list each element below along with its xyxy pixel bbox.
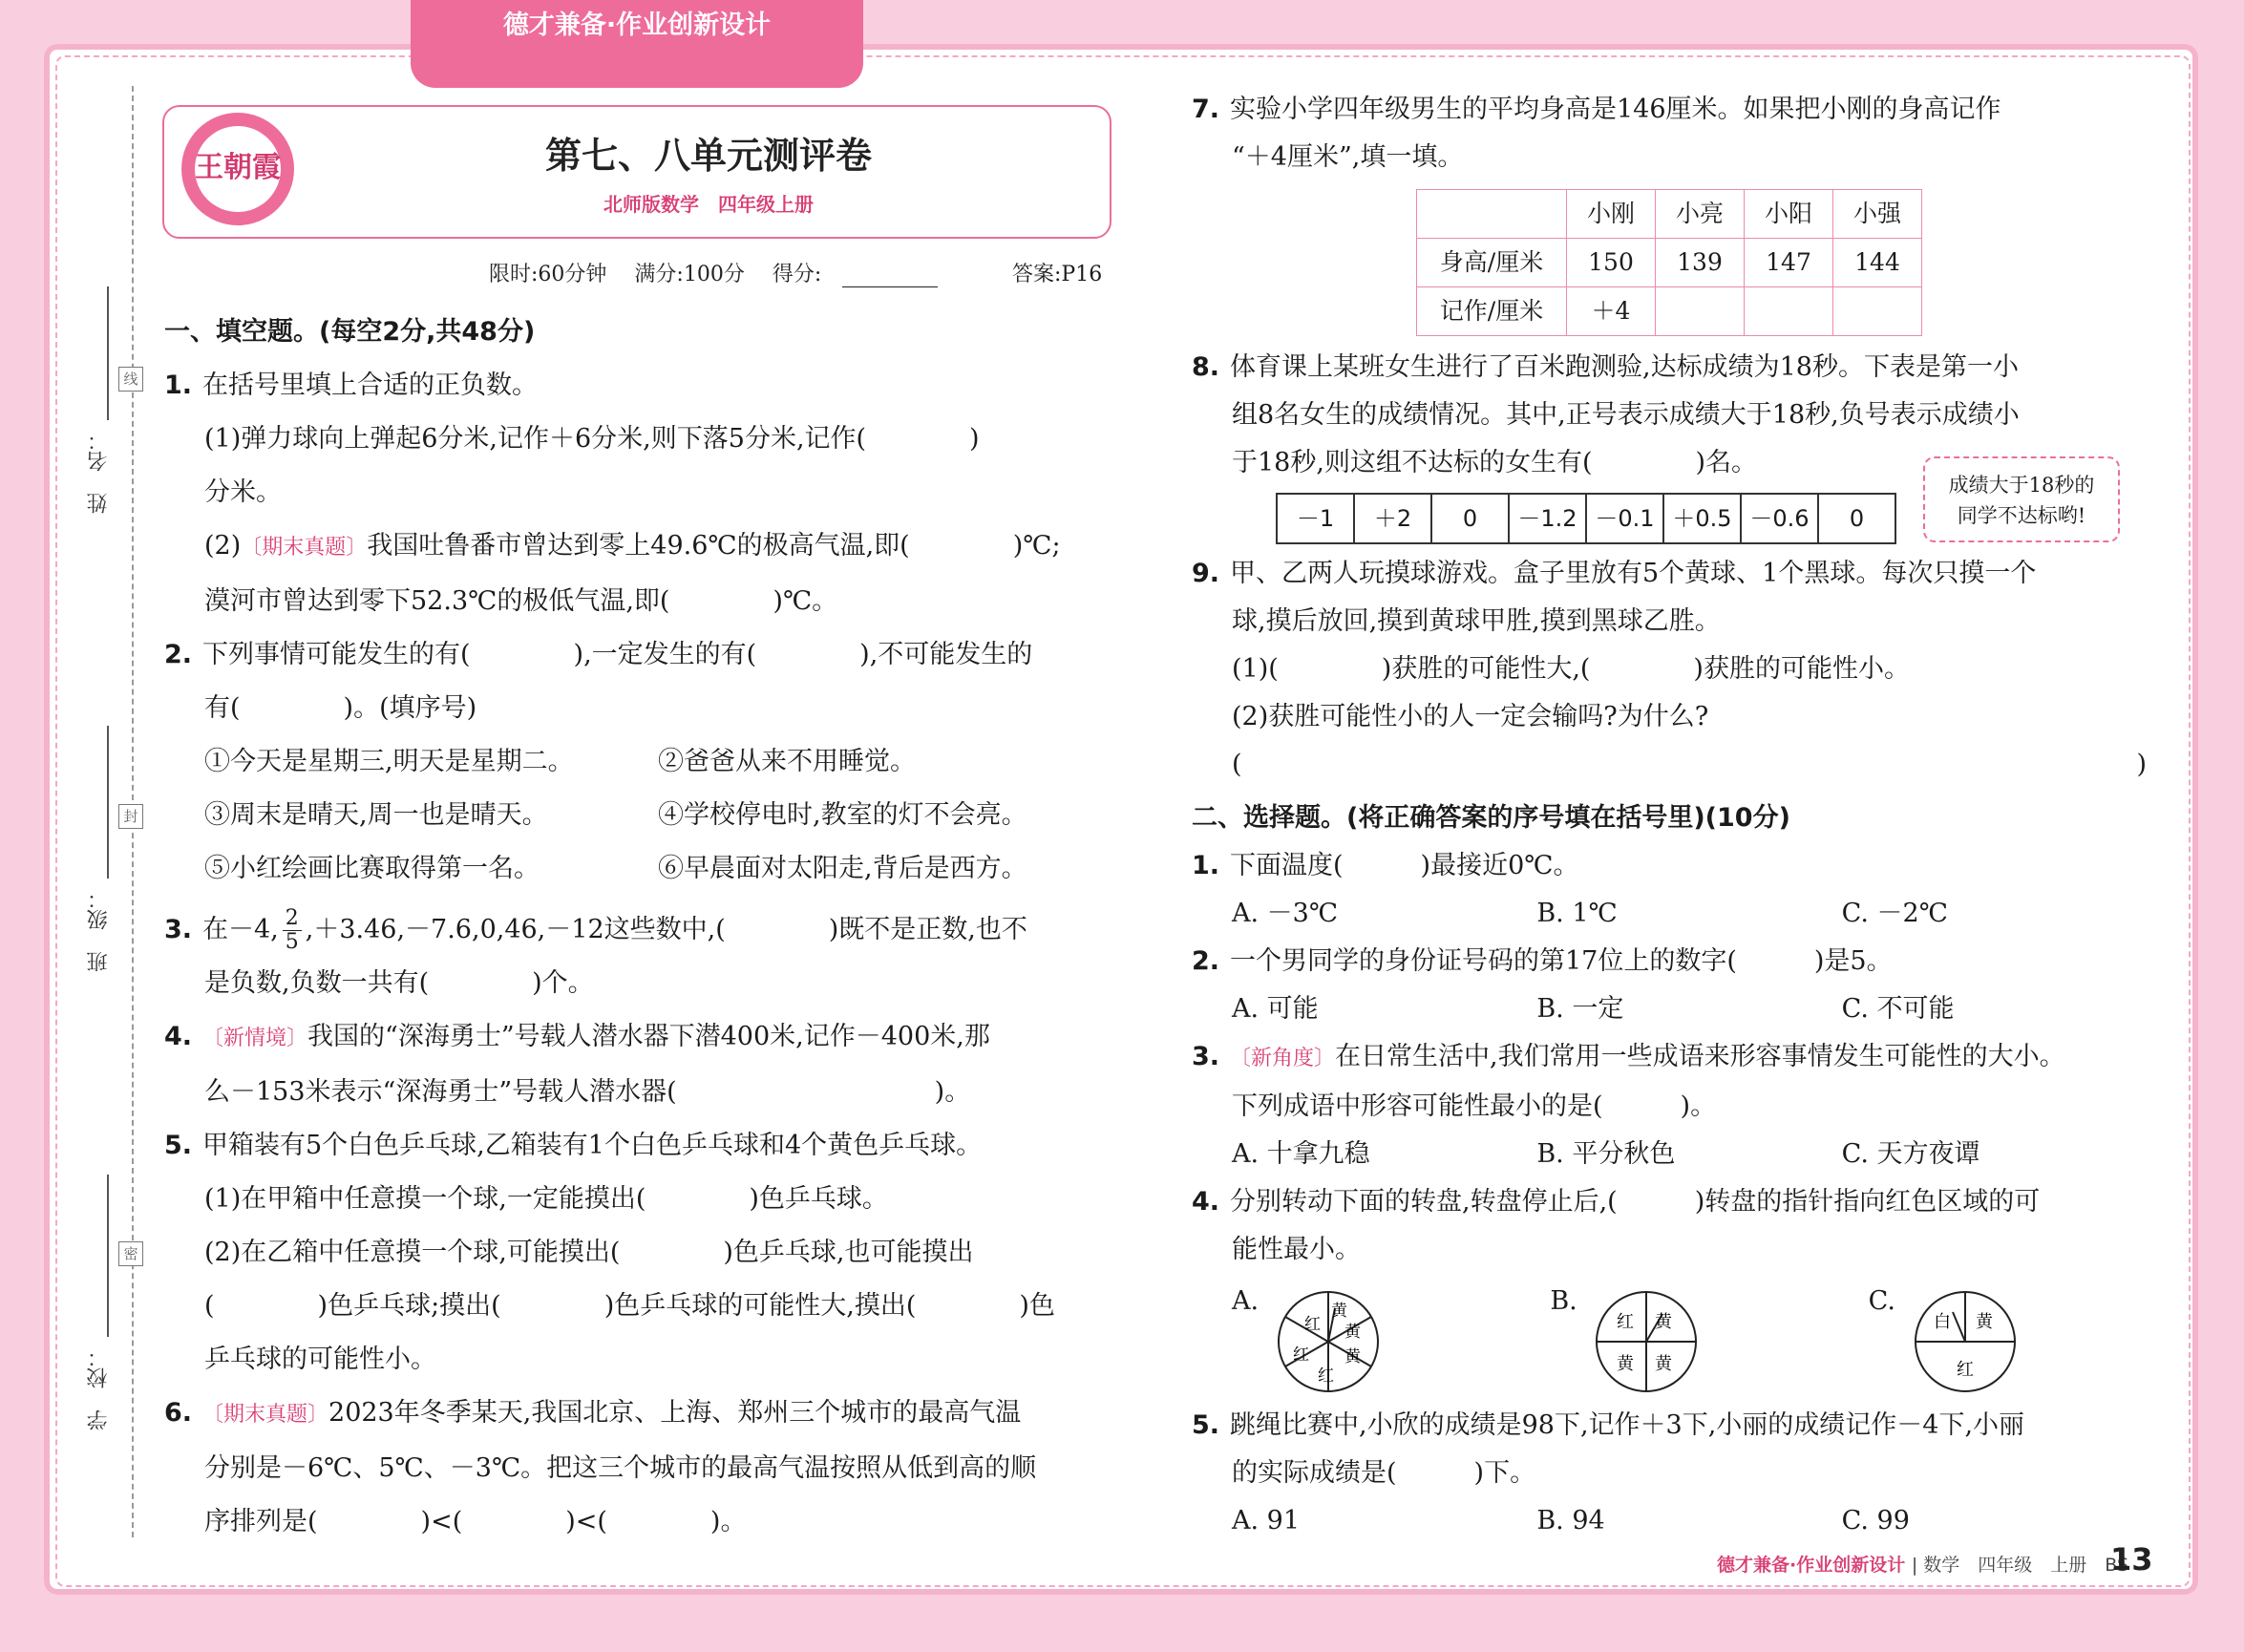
table-answer-cell[interactable] [1656, 287, 1745, 336]
bracket-open: ( [1232, 750, 1242, 779]
school-blank [107, 1175, 109, 1337]
question-stem-cont: 下列成语中形容可能性最小的是( )。 [1232, 1091, 1717, 1121]
question-1-part-1a: (1)弹力球向上弹起6分米,记作＋6分米,则下落5分米,记作( ) [204, 424, 980, 454]
choice-2 [1192, 938, 2147, 1033]
table-header: 小亮 [1656, 190, 1745, 239]
option-a[interactable]: A. －3℃ [1232, 899, 1339, 928]
spinner-option-b[interactable] [1510, 1278, 1828, 1402]
footer-info: | 数学 四年级 上册 BS [1911, 1555, 2129, 1576]
new-context-tag: 〔新情境〕 [202, 1027, 308, 1050]
score-cell: －0.1 [1586, 494, 1663, 543]
question-stem-cont: 能性最小。 [1232, 1235, 1361, 1264]
score-cell: 0 [1818, 494, 1895, 543]
spinner-b-icon [1594, 1289, 1699, 1394]
page-number: 13 [2110, 1541, 2153, 1578]
option-a[interactable]: A. 91 [1232, 1506, 1301, 1536]
question-7 [1192, 86, 2147, 336]
option-b[interactable]: B. 1℃ [1536, 899, 1618, 928]
question-number: 1. [1192, 851, 1220, 880]
question-stem: 分别转动下面的转盘,转盘停止后,( )转盘的指针指向红色区域的可 [1230, 1187, 2041, 1217]
question-number: 1. [164, 371, 193, 400]
name-label: 姓 名： [87, 430, 111, 514]
question-3 [164, 903, 1111, 1010]
question-9-part-2: (2)获胜可能性小的人一定会输吗?为什么? [1232, 702, 1709, 731]
option-b[interactable]: B. 一定 [1536, 994, 1624, 1024]
question-1-part-1b: 分米。 [204, 477, 282, 507]
question-stem-cont: “＋4厘米”,填一填。 [1232, 142, 1464, 172]
question-number: 2. [164, 640, 193, 669]
option-label: B. [1550, 1286, 1577, 1316]
sector-label: 黄 [1331, 1302, 1347, 1321]
question-stem: 2023年冬季某天,我国北京、上海、郑州三个城市的最高气温 [328, 1398, 1022, 1428]
question-stem-cont: 于18秒,则这组不达标的女生有( )名。 [1232, 448, 1758, 477]
question-number: 9. [1192, 559, 1220, 588]
hint-text: 成绩大于18秒的 [1948, 474, 2095, 497]
sector-label: 红 [1318, 1366, 1334, 1386]
spinner-options [1192, 1278, 2147, 1402]
score-cell: －0.6 [1741, 494, 1818, 543]
question-stem-cont: 的实际成绩是( )下。 [1232, 1458, 1536, 1488]
sector-label: 黄 [1344, 1323, 1361, 1342]
option-c[interactable]: C. 天方夜谭 [1841, 1139, 1980, 1169]
question-number: 5. [1192, 1410, 1220, 1440]
question-5-part-2b: ( )色乒乓球;摸出( )色乒乓球的可能性大,摸出( )色 [204, 1291, 1055, 1321]
question-stem-cont: 有( )。(填序号) [204, 693, 477, 723]
question-stem: 体育课上某班女生进行了百米跑测验,达标成绩为18秒。下表是第一小 [1230, 352, 2019, 382]
question-4 [164, 1010, 1111, 1119]
question-6 [164, 1387, 1111, 1549]
event-item: ④学校停电时,教室的灯不会亮。 [658, 800, 1027, 830]
answer-bracket-line[interactable] [1192, 741, 2147, 789]
question-stem-cont: 组8名女生的成绩情况。其中,正号表示成绩大于18秒,负号表示成绩小 [1232, 400, 2020, 430]
question-stem: 甲箱装有5个白色乒乓球,乙箱装有1个白色乒乓球和4个黄色乒乓球。 [202, 1131, 983, 1160]
table-cell: 139 [1656, 239, 1745, 287]
option-a[interactable]: A. 可能 [1232, 994, 1319, 1024]
section-fill-blank-title: 一、填空题。(每空2分,共48分) [164, 317, 536, 347]
score-table [1276, 493, 1896, 544]
choice-4 [1192, 1178, 2147, 1402]
option-b[interactable]: B. 94 [1536, 1506, 1605, 1536]
table-row-label: 记作/厘米 [1417, 287, 1567, 336]
table-header: 小刚 [1567, 190, 1656, 239]
score-blank[interactable] [842, 265, 938, 287]
option-a[interactable]: A. 十拿九稳 [1232, 1139, 1370, 1169]
question-stem-post: ,＋3.46,－7.6,0,46,－12这些数中,( )既不是正数,也不 [305, 915, 1027, 944]
question-5-part-2a: (2)在乙箱中任意摸一个球,可能摸出( )色乒乓球,也可能摸出 [204, 1238, 974, 1267]
table-header: 小强 [1833, 190, 1922, 239]
question-number: 3. [164, 915, 193, 944]
question-stem-pre: 在－4, [202, 915, 279, 944]
score-cell: ＋0.5 [1663, 494, 1741, 543]
exam-tag: 〔期末真题〕 [241, 536, 368, 560]
table-answer-cell[interactable] [1745, 287, 1833, 336]
sector-label: 红 [1304, 1315, 1321, 1334]
score-cell: －1 [1277, 494, 1354, 543]
sector-label: 黄 [1655, 1354, 1673, 1374]
question-1-part-2a: 我国吐鲁番市曾达到零上49.6℃的极高气温,即( )℃; [367, 531, 1061, 561]
table-cell: 144 [1833, 239, 1922, 287]
option-b[interactable]: B. 平分秋色 [1536, 1139, 1676, 1169]
top-series-tab [411, 0, 863, 88]
sector-label: 红 [1617, 1312, 1635, 1332]
fraction-denominator: 5 [285, 930, 299, 954]
brand-logo [181, 113, 296, 227]
hint-text: 同学不达标哟! [1957, 504, 2086, 527]
name-blank [107, 286, 109, 420]
question-stem: 一个男同学的身份证号码的第17位上的数字( )是5。 [1230, 946, 1893, 976]
question-stem: 甲、乙两人玩摸球游戏。盒子里放有5个黄球、1个黑球。每次只摸一个 [1230, 559, 2037, 588]
question-number: 4. [1192, 1187, 1220, 1217]
bracket-close: ) [2136, 750, 2147, 779]
question-number: 3. [1192, 1042, 1220, 1071]
question-stem: 在日常生活中,我们常用一些成语来形容事情发生可能性的大小。 [1335, 1042, 2065, 1071]
table-cell: ＋4 [1567, 287, 1656, 336]
class-label: 班 级： [87, 888, 111, 972]
section-choice-title: 二、选择题。(将正确答案的序号填在括号里)(10分) [1192, 803, 1790, 833]
exam-tag: 〔期末真题〕 [202, 1403, 329, 1427]
class-blank [107, 726, 109, 879]
school-label: 学 校： [87, 1346, 111, 1430]
height-table [1416, 189, 1922, 336]
left-column [164, 306, 1111, 1549]
table-answer-cell[interactable] [1833, 287, 1922, 336]
question-number: 7. [1192, 95, 1220, 124]
option-label: A. [1232, 1286, 1260, 1316]
answer-reference: 答案:P16 [1012, 263, 1103, 286]
sector-label: 黄 [1617, 1354, 1635, 1374]
score-cell: －1.2 [1509, 494, 1586, 543]
spinner-a-icon [1276, 1289, 1381, 1394]
event-item: ②爸爸从来不用睡觉。 [658, 747, 916, 776]
score-label: 得分: [772, 263, 822, 286]
footer-series [1717, 1551, 2128, 1577]
binding-mark-seal: 封 [118, 804, 143, 829]
question-stem: 在括号里填上合适的正负数。 [202, 371, 538, 400]
question-stem-cont: 分别是－6℃、5℃、－3℃。把这三个城市的最高气温按照从低到高的顺 [204, 1453, 1037, 1483]
event-item: ③周末是晴天,周一也是晴天。 [204, 800, 548, 830]
question-1 [164, 359, 1111, 628]
question-stem: 跳绳比赛中,小欣的成绩是98下,记作＋3下,小丽的成绩记作－4下,小丽 [1230, 1410, 2025, 1440]
top-series-text: 德才兼备·作业创新设计 [502, 11, 772, 40]
table-header: 小阳 [1745, 190, 1833, 239]
logo-text: 王朝霞 [195, 126, 281, 212]
question-5-part-1: (1)在甲箱中任意摸一个球,一定能摸出( )色乒乓球。 [204, 1184, 888, 1214]
question-stem: 下列事情可能发生的有( ),一定发生的有( ),不可能发生的 [202, 640, 1033, 669]
fraction-numerator: 2 [283, 907, 302, 931]
question-number: 6. [164, 1398, 193, 1428]
option-label: C. [1868, 1286, 1895, 1316]
question-1-part-2-prefix: (2) [204, 531, 242, 561]
sector-label: 黄 [1344, 1347, 1361, 1366]
question-stem-cont: 是负数,负数一共有( )个。 [204, 968, 594, 998]
spinner-option-a[interactable] [1192, 1278, 1510, 1402]
option-c[interactable]: C. 99 [1841, 1506, 1910, 1536]
choice-3 [1192, 1033, 2147, 1178]
hint-note [1923, 456, 2120, 542]
question-stem-cont: 球,摸后放回,摸到黄球甲胜,摸到黑球乙胜。 [1232, 606, 1721, 636]
question-number: 2. [1192, 946, 1220, 976]
binding-mark-line: 线 [118, 367, 143, 392]
new-angle-tag: 〔新角度〕 [1230, 1047, 1336, 1070]
score-cell: ＋2 [1354, 494, 1431, 543]
score-cell: 0 [1431, 494, 1509, 543]
choice-5 [1192, 1402, 2147, 1545]
option-c[interactable]: C. 不可能 [1841, 994, 1955, 1024]
event-item: ⑤小红绘画比赛取得第一名。 [204, 854, 540, 883]
question-stem: 下面温度( )最接近0℃。 [1230, 851, 1579, 880]
exam-title: 第七、八单元测评卷 [544, 135, 872, 177]
question-number: 8. [1192, 352, 1220, 382]
question-9 [1192, 550, 2147, 789]
right-column [1192, 86, 2147, 1545]
question-stem: 实验小学四年级男生的平均身高是146厘米。如果把小刚的身高记作 [1230, 95, 2001, 124]
binding-mark-secret: 密 [118, 1241, 143, 1266]
question-5-part-2c: 乒乓球的可能性小。 [204, 1345, 436, 1374]
event-item: ⑥早晨面对太阳走,背后是西方。 [658, 854, 1027, 883]
time-limit: 限时:60分钟 [489, 263, 607, 286]
exam-header [162, 105, 1111, 239]
exam-meta [489, 258, 959, 287]
question-number: 5. [164, 1131, 193, 1160]
question-stem-cont: 么－153米表示“深海勇士”号载人潜水器( )。 [204, 1077, 971, 1107]
sector-label: 红 [1956, 1360, 1974, 1380]
full-score: 满分:100分 [634, 263, 745, 286]
spinner-c-icon [1913, 1289, 2018, 1394]
choice-1 [1192, 842, 2147, 938]
question-stem-cont: 序排列是( )<( )<( )。 [204, 1507, 747, 1536]
question-stem: 我国的“深海勇士”号载人潜水器下潜400米,记作－400米,那 [307, 1022, 990, 1051]
spinner-option-c[interactable] [1829, 1278, 2147, 1402]
table-cell: 147 [1745, 239, 1833, 287]
option-c[interactable]: C. －2℃ [1841, 899, 1948, 928]
question-5 [164, 1119, 1111, 1387]
fraction [283, 907, 302, 954]
sector-label: 黄 [1975, 1312, 1993, 1332]
footer-brand: 德才兼备·作业创新设计 [1717, 1555, 1906, 1576]
question-9-part-1: (1)( )获胜的可能性大,( )获胜的可能性小。 [1232, 654, 1910, 684]
sector-label: 黄 [1655, 1312, 1673, 1332]
sector-label: 白 [1933, 1312, 1951, 1332]
question-1-part-2b: 漠河市曾达到零下52.3℃的极低气温,即( )℃。 [204, 586, 838, 616]
exam-subtitle: 北师版数学 四年级上册 [603, 193, 814, 216]
table-cell: 150 [1567, 239, 1656, 287]
sector-label: 红 [1293, 1345, 1309, 1365]
event-item: ①今天是星期三,明天是星期二。 [204, 747, 574, 776]
question-2 [164, 628, 1111, 896]
question-number: 4. [164, 1022, 193, 1051]
table-row-label: 身高/厘米 [1417, 239, 1567, 287]
table-cell [1417, 190, 1567, 239]
